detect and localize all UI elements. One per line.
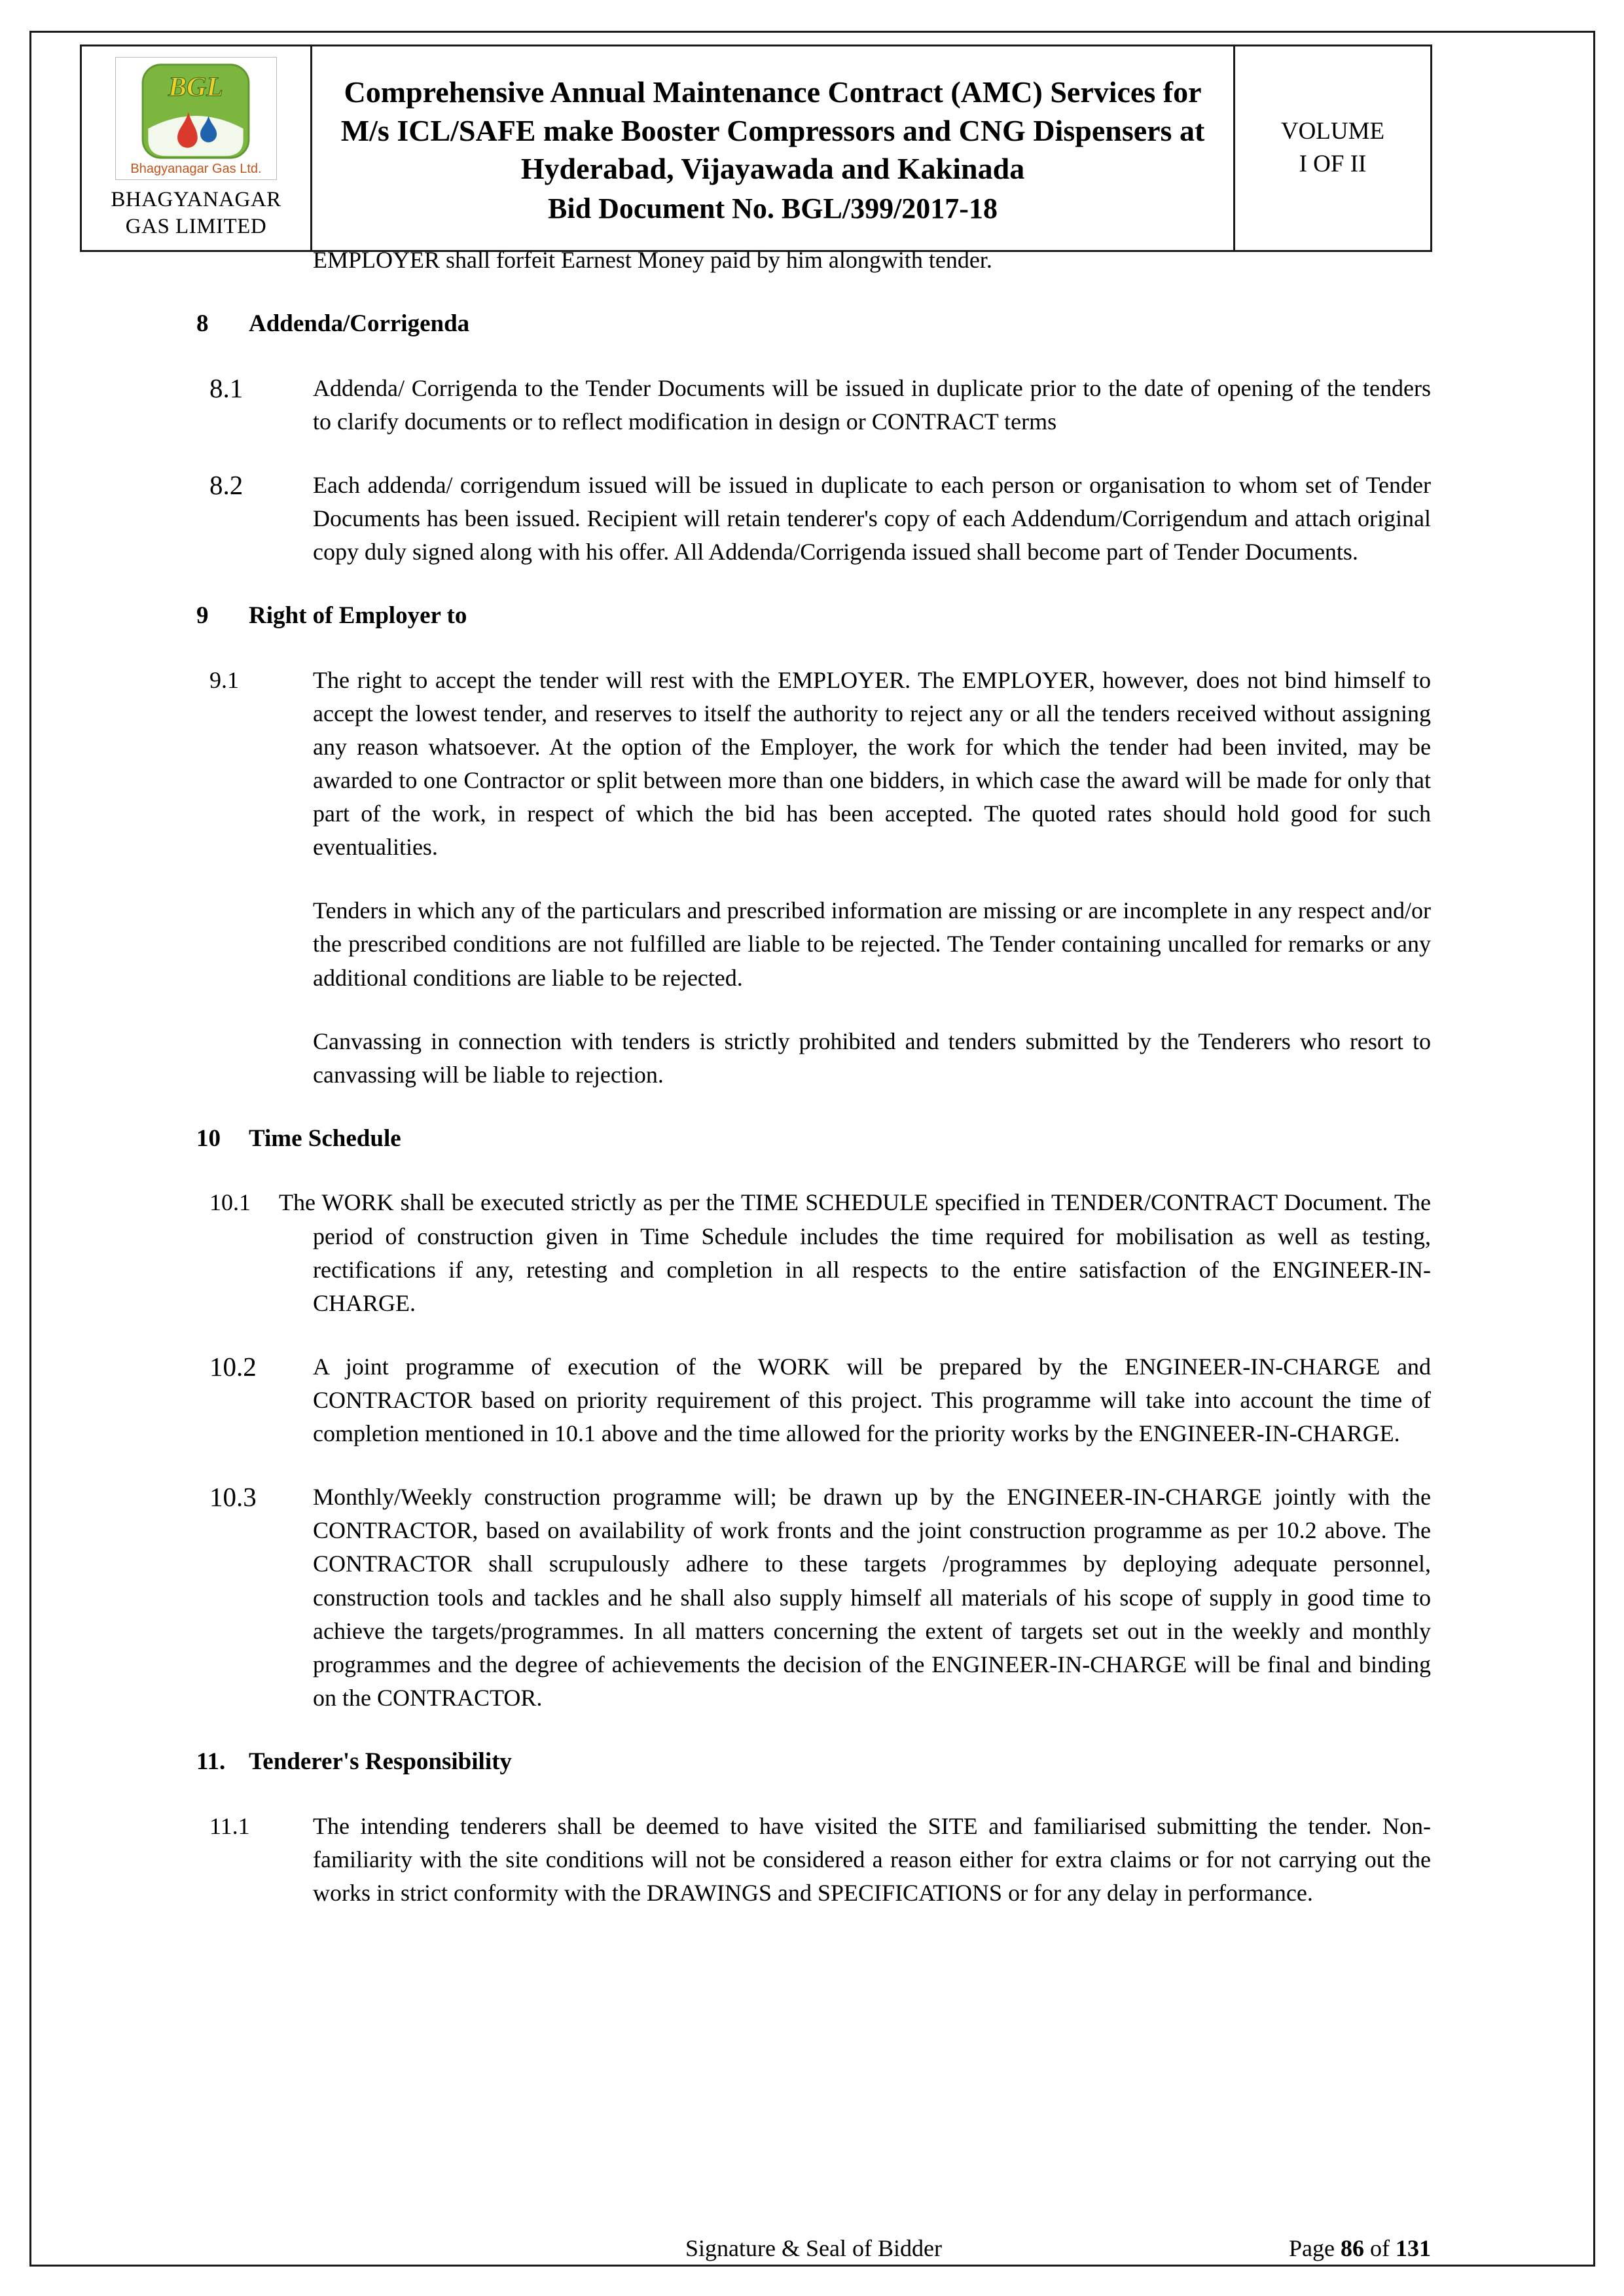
logo-cell	[82, 46, 312, 250]
clause	[209, 1350, 1431, 1450]
page-indicator	[1289, 2234, 1431, 2262]
clause-number	[209, 1025, 313, 1092]
clause	[209, 1480, 1431, 1715]
document-header	[80, 45, 1432, 252]
clause-number: 9.1	[209, 666, 239, 693]
clause-text: The intending tenderers shall be deemed to have visited the SITE and familiarised submitting the tender. Non-familiarity with the site conditions will not be considered a reason either for extra claims or for not carrying out the works in strict conformity with the DRAWINGS and SPECIFICATIONS or for any delay in performance.	[313, 1812, 1431, 1906]
paragraph: EMPLOYER shall forfeit Earnest Money paid by him alongwith tender.	[313, 247, 992, 273]
clause-number: 10.3	[209, 1482, 257, 1513]
clause-text: The WORK shall be executed strictly as per the TIME SCHEDULE specified in TENDER/CONTRACT Document. The period of construction given in Time Schedule includes the time required for mobilisation as well as testing, rectifications if any, retesting and completion in all respects to the entire satisfaction of the ENGINEER-IN- CHARGE.	[279, 1189, 1431, 1316]
section-heading	[196, 599, 1431, 634]
section-heading	[196, 1122, 1431, 1157]
clause	[209, 664, 1431, 865]
section-number: 11.	[196, 1748, 226, 1775]
section-heading	[196, 307, 1431, 342]
clause	[209, 1810, 1431, 1910]
organization-name-line2: GAS LIMITED	[125, 215, 267, 239]
clause	[209, 372, 1431, 439]
page-word: Page	[1289, 2235, 1335, 2261]
section-number: 8	[196, 310, 209, 338]
section-title: Addenda/Corrigenda	[249, 310, 470, 338]
document-body	[196, 243, 1431, 1940]
clause-number: 8.2	[209, 469, 244, 500]
section-number: 9	[196, 602, 209, 630]
clause-number: 10.1	[209, 1189, 251, 1216]
section-title: Tenderer's Responsibility	[249, 1748, 512, 1775]
clause-number	[209, 894, 313, 994]
volume-line2: I OF II	[1299, 151, 1367, 178]
signature-line: Signature & Seal of Bidder	[685, 2235, 942, 2261]
footer	[196, 2234, 1431, 2266]
clause	[209, 469, 1431, 569]
clause-text: Monthly/Weekly construction programme will; be drawn up by the ENGINEER-IN-CHARGE jointly with the CONTRACTOR, based on availability of work fronts and the joint construction programme as per 10.2 above. The CONTRACTOR shall scrupulously adhere to these targets /programmes by deploying adequate personnel, construction tools and tackles and he shall also supply himself all materials of his scope of supply in good time to achieve the targets/programmes. In all matters concerning the extent of targets set out in the weekly and monthly programmes and the degree of achievements the decision of the ENGINEER-IN-CHARGE will be final and binding on the CONTRACTOR.	[313, 1484, 1431, 1711]
clause	[209, 1186, 1431, 1319]
volume-line1: VOLUME	[1280, 118, 1385, 145]
logo-box	[115, 57, 276, 180]
clause-text: Each addenda/ corrigendum issued will be issued in duplicate to each person or organisation to whom set of Tender Documents has been issued. Recipient will retain tenderer's copy of each Addendum/Corrigendum and attach original copy duly signed along with his offer. All Addenda/Corrigenda issued shall become part of Tender Documents.	[313, 471, 1431, 565]
clause-text: Addenda/ Corrigenda to the Tender Documents will be issued in duplicate prior to the date of opening of the tenders to clarify documents or to reflect modification in design or CONTRACT terms	[313, 374, 1431, 435]
clause	[209, 1025, 1431, 1092]
bid-document-number: Bid Document No. BGL/399/2017-18	[548, 192, 998, 225]
clause-text: A joint programme of execution of the WORK will be prepared by the ENGINEER-IN-CHARGE and CONTRACTOR based on priority requirement of this project. This programme will take into account the time of completion mentioned in 10.1 above and the time allowed for the priority works by the ENGINEER-IN-CHARGE.	[313, 1353, 1431, 1447]
clause-number: 8.1	[209, 372, 244, 403]
organization-name-line1: BHAGYANAGAR	[111, 188, 281, 211]
page-number: 86	[1341, 2235, 1364, 2261]
clause-number: 10.2	[209, 1351, 257, 1382]
document-title: Comprehensive Annual Maintenance Contract (AMC) Services for M/s ICL/SAFE make Booster Compressors and CNG Dispensers at Hyderabad, Vijayawada and Kakinada	[340, 75, 1205, 185]
clause-text: Canvassing in connection with tenders is strictly prohibited and tenders submitted by the Tenderers who resort to canvassing will be liable to rejection.	[313, 1028, 1431, 1088]
total-pages: 131	[1396, 2235, 1431, 2261]
organization-name	[111, 187, 281, 241]
title-cell	[312, 46, 1235, 250]
logo-caption: Bhagyanagar Gas Ltd.	[130, 162, 262, 176]
logo-text: BGL	[168, 72, 224, 103]
clause	[209, 894, 1431, 994]
clause-text: The right to accept the tender will rest with the EMPLOYER. The EMPLOYER, however, does not bind himself to accept the lowest tender, and reserves to itself the authority to reject any or all the tenders received without assigning any reason whatsoever. At the option of the Employer, the work for which the tender had been invited, may be awarded to one Contractor or split between more than one bidders, in which case the award will be made for only that part of the work, in respect of which the bid has been accepted. The quoted rates should hold good for such eventualities.	[313, 666, 1431, 861]
bgl-logo-icon	[141, 63, 251, 160]
of-word: of	[1370, 2235, 1390, 2261]
section-title: Right of Employer to	[249, 602, 467, 630]
section-heading	[196, 1745, 1431, 1780]
section-number: 10	[196, 1124, 221, 1152]
section-title: Time Schedule	[249, 1124, 401, 1152]
clause-text: Tenders in which any of the particulars and prescribed information are missing or are incomplete in any respect and/or the prescribed conditions are not fulfilled are liable to be rejected. The Tender containing uncalled for remarks or any additional conditions are liable to be rejected.	[313, 897, 1431, 991]
volume-cell	[1235, 46, 1430, 250]
clause-number: 11.1	[209, 1812, 250, 1839]
